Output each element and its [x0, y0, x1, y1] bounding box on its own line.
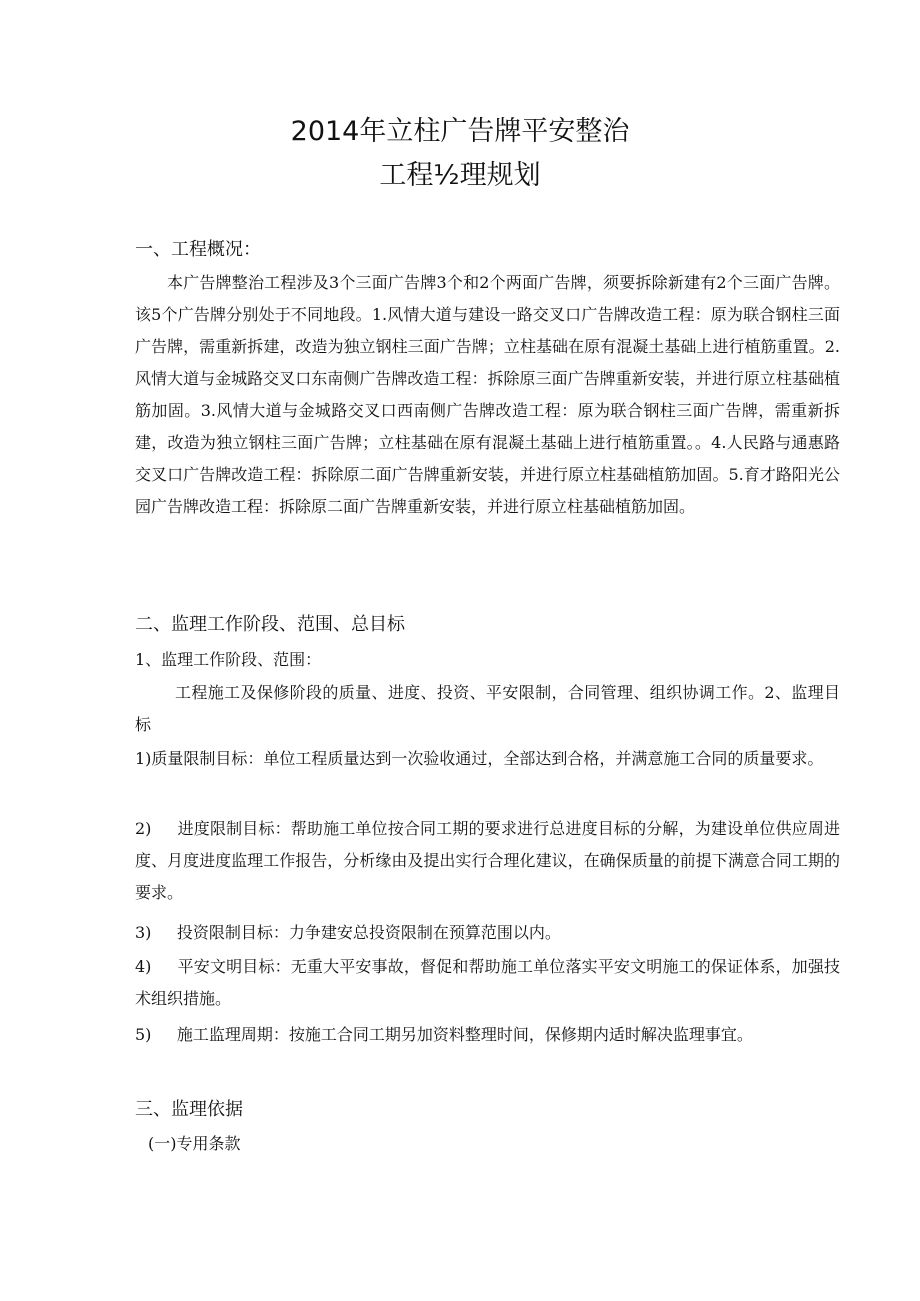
goal-item-period: 5) 施工监理周期：按施工合同工期另加资料整理时间，保修期内适时解决监理事宜。	[135, 1025, 753, 1044]
document-title-line1: 2014年立柱广告牌平安整治	[290, 116, 630, 147]
section1-heading: 一、工程概况：	[135, 239, 261, 260]
document-title-line2: 工程½理规划	[379, 160, 541, 191]
goal-item-quality: 1)质量限制目标：单位工程质量达到一次验收通过，全部达到合格，并满意施工合同的质量要求。	[135, 749, 824, 768]
section2-heading: 二、监理工作阶段、范围、总目标	[135, 614, 405, 635]
section2-sub1-label: 1、监理工作阶段、范围：	[135, 650, 322, 669]
goal-item-safety: 4) 平安文明目标：无重大平安事故，督促和帮助施工单位落实平安文明施工的保证体系，加强技术组织措施。	[135, 957, 840, 1008]
section1-paragraph: 本广告牌整治工程涉及3个三面广告牌3个和2个两面广告牌，须要拆除新建有2个三面广告牌。该5个广告牌分别处于不同地段。1.风情大道与建设一路交叉口广告牌改造工程：原为联合钢柱三面广告牌，需重新拆建，改造为独立钢柱三面广告牌；立柱基础在原有混凝土基础上进行植筋重置。2.风情大道与金城路交叉口东南侧广告牌改造工程：拆除原三面广告牌重新安装，并进行原立柱基础植筋加固。3.风情大道与金城路交叉口西南侧广告牌改造工程：原为联合钢柱三面广告牌，需重新拆建，改造为独立钢柱三面广告牌；立柱基础在原有混凝土基础上进行植筋重置。。4.人民路与通惠路交叉口广告牌改造工程：拆除原二面广告牌重新安装，并进行原立柱基础植筋加固。5.育才路阳光公园广告牌改造工程：拆除原二面广告牌重新安装，并进行原立柱基础植筋加固。	[135, 273, 840, 516]
goal-item-investment: 3) 投资限制目标：力争建安总投资限制在预算范围以内。	[135, 923, 561, 942]
section3-heading: 三、监理依据	[135, 1099, 243, 1120]
section2-sub1-text: 工程施工及保修阶段的质量、进度、投资、平安限制，合同管理、组织协调工作。2、监理目标	[135, 683, 840, 734]
section3-sub1: (一)专用条款	[148, 1134, 241, 1153]
goal-item-schedule: 2) 进度限制目标：帮助施工单位按合同工期的要求进行总进度目标的分解，为建设单位供应周进度、月度进度监理工作报告，分析缘由及提出实行合理化建议，在确保质量的前提下满意合同工期的要求。	[135, 819, 840, 902]
